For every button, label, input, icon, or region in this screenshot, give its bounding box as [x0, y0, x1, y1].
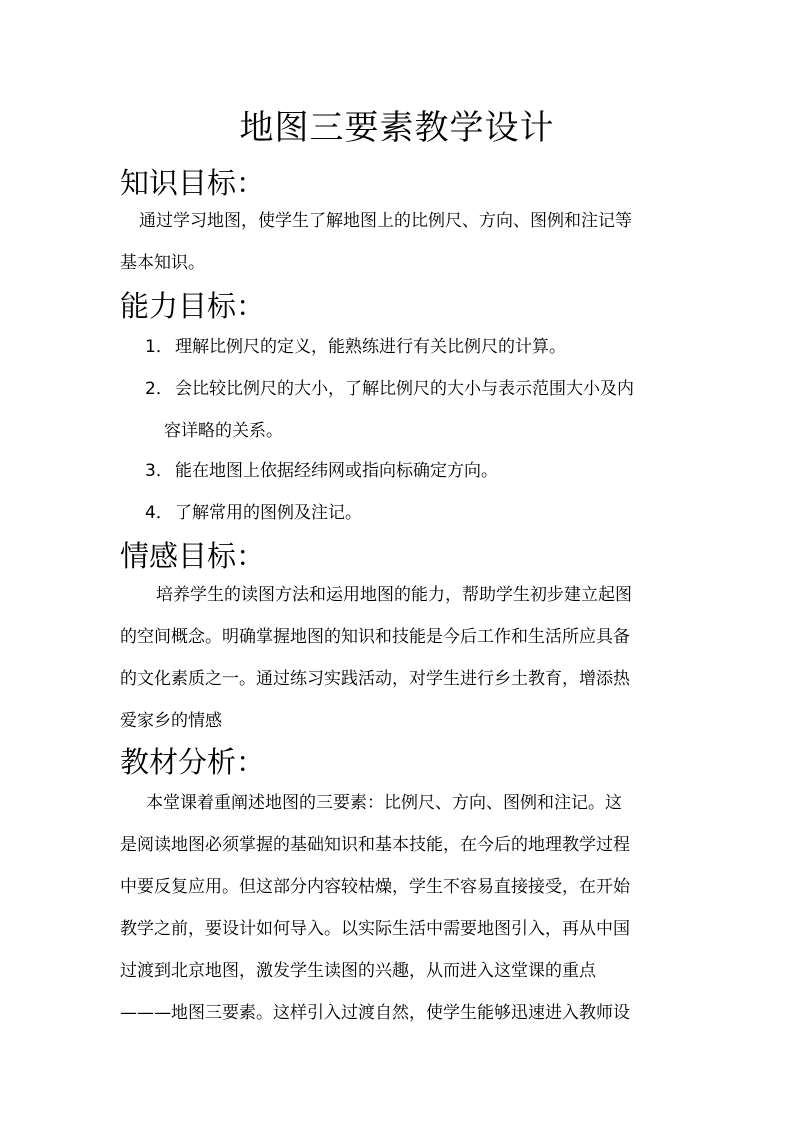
list-number: 4． [145, 503, 173, 523]
knowledge-goals-line: 基本知识。 [120, 253, 205, 273]
material-analysis-line: 过渡到北京地图，激发学生读图的兴趣，从而进入这堂课的重点 [120, 961, 596, 981]
ability-goals-heading: 能力目标： [120, 289, 266, 323]
knowledge-goals-heading: 知识目标： [120, 166, 266, 200]
emotion-goals-line: 培养学生的读图方法和运用地图的能力，帮助学生初步建立起图 [156, 585, 632, 605]
ability-goal-item-continuation: 容详略的关系。 [164, 421, 283, 441]
ability-goal-item [145, 502, 362, 524]
material-analysis-line: 中要反复应用。但这部分内容较枯燥，学生不容易直接接受，在开始 [120, 877, 630, 897]
emotion-goals-line: 爱家乡的情感 [120, 711, 222, 731]
material-analysis-line: 本堂课着重阐述地图的三要素：比例尺、方向、图例和注记。这 [146, 793, 622, 813]
emotion-goals-line: 的文化素质之一。通过练习实践活动，对学生进行乡土教育，增添热 [120, 669, 630, 689]
emotion-goals-line: 的空间概念。明确掌握地图的知识和技能是今后工作和生活所应具备 [120, 627, 630, 647]
material-analysis-line: 是阅读地图必须掌握的基础知识和基本技能，在今后的地理教学过程 [120, 835, 630, 855]
material-analysis-heading: 教材分析： [120, 745, 266, 779]
list-number: 3． [145, 461, 173, 481]
list-item-text: 能在地图上依据经纬网或指向标确定方向。 [175, 461, 498, 481]
knowledge-goals-line: 通过学习地图，使学生了解地图上的比例尺、方向、图例和注记等 [139, 211, 632, 231]
list-number: 1． [145, 337, 173, 357]
material-analysis-line: 教学之前，要设计如何导入。以实际生活中需要地图引入，再从中国 [120, 919, 630, 939]
list-item-text: 会比较比例尺的大小，了解比例尺的大小与表示范围大小及内 [175, 379, 634, 399]
emotion-goals-heading: 情感目标： [120, 539, 266, 573]
document-title: 地图三要素教学设计 [239, 108, 555, 148]
material-analysis-line: ———地图三要素。这样引入过渡自然，使学生能够迅速进入教师设 [120, 1003, 630, 1023]
list-number: 2． [145, 379, 173, 399]
ability-goal-item [145, 336, 566, 358]
list-item-text: 理解比例尺的定义，能熟练进行有关比例尺的计算。 [175, 337, 566, 357]
ability-goal-item [145, 460, 498, 482]
list-item-text: 了解常用的图例及注记。 [175, 503, 362, 523]
ability-goal-item [145, 378, 634, 400]
